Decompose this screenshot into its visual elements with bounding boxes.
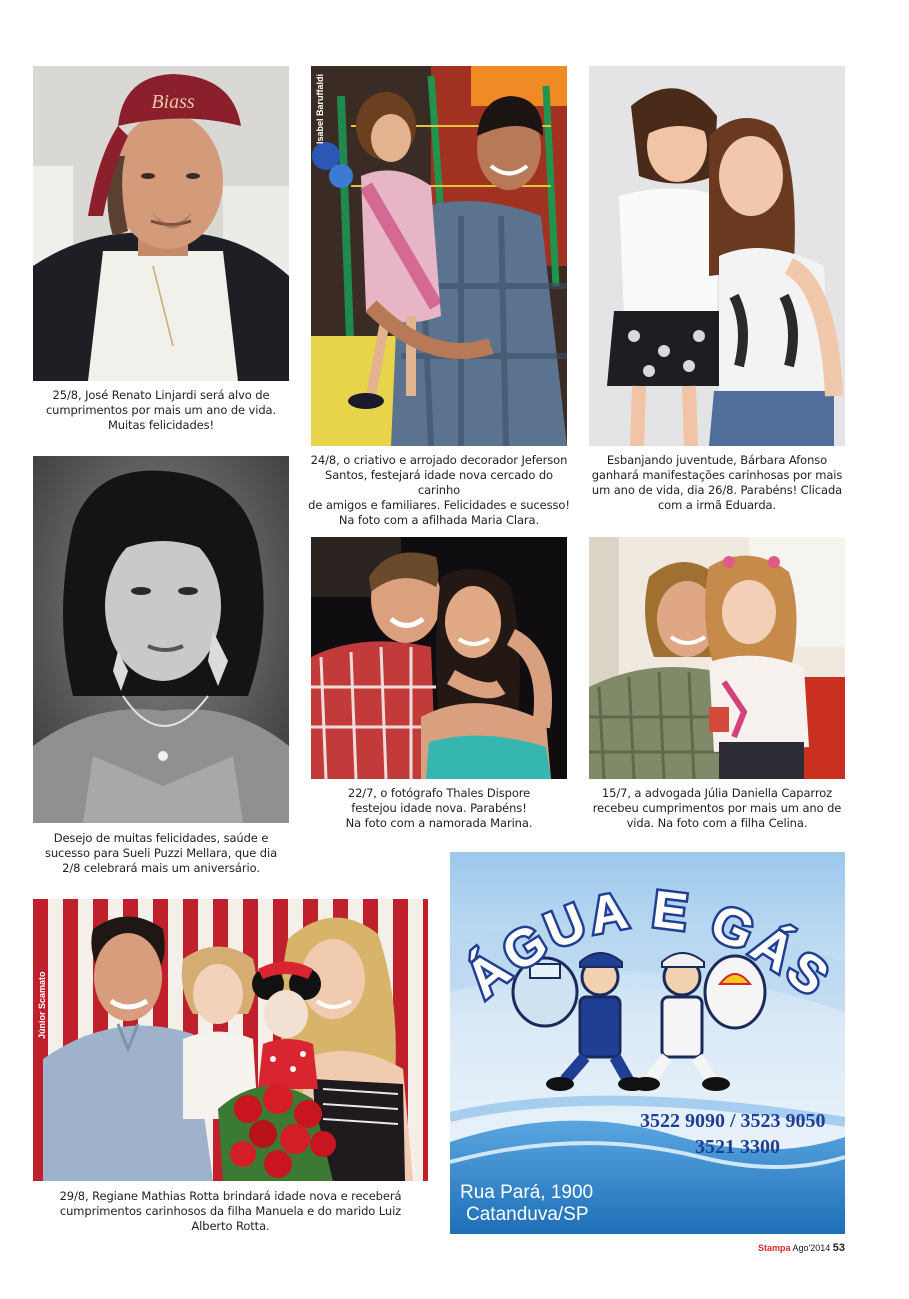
caption-line: um ano de vida, dia 26/8. Parabéns! Clicada (591, 483, 843, 497)
caption-jeferson (303, 453, 575, 528)
caption-thales (303, 786, 575, 831)
issue-date: Ago'2014 (792, 1243, 831, 1253)
photo-credit: Júnior Scamato (37, 971, 47, 1039)
ad-phone-2: 3521 3300 (695, 1136, 780, 1158)
caption-line: 2/8 celebrará mais um aniversário. (62, 861, 260, 875)
caption-barbara (581, 453, 853, 513)
caption-line: de amigos e familiares. Felicidades e sucesso! (308, 498, 570, 512)
page-footer (758, 1242, 845, 1254)
photo-jose-renato (33, 66, 289, 381)
caption-line: Alberto Rotta. (191, 1219, 270, 1233)
caption-regiane (33, 1189, 428, 1234)
caption-line: Desejo de muitas felicidades, saúde e (53, 831, 269, 845)
caption-line: recebeu cumprimentos por mais um ano de (592, 801, 842, 815)
caption-line: Na foto com a afilhada Maria Clara. (338, 513, 540, 527)
caption-line: Esbanjando juventude, Bárbara Afonso (606, 453, 828, 467)
caption-line: vida. Na foto com a filha Celina. (626, 816, 808, 830)
caption-line: 29/8, Regiane Mathias Rotta brindará idade nova e receberá (59, 1189, 402, 1203)
photo-regiane (33, 899, 428, 1181)
photo-barbara (589, 66, 845, 446)
caption-line: 25/8, José Renato Linjardi será alvo de (52, 388, 270, 402)
caption-sueli (33, 831, 289, 876)
photo-jeferson (311, 66, 567, 446)
ad-address (460, 1182, 593, 1226)
photo-sueli (33, 456, 289, 823)
ad-phone-1: 3522 9090 / 3523 9050 (640, 1110, 826, 1132)
photo-thales (311, 537, 567, 779)
caption-line: 24/8, o criativo e arrojado decorador Jeferson (310, 453, 568, 467)
caption-julia (581, 786, 853, 831)
ad-address-line: Catanduva/SP (466, 1204, 589, 1225)
caption-line: ganhará manifestações carinhosas por mais (591, 468, 843, 482)
caption-line: cumprimentos carinhosos da filha Manuela e do marido Luiz (59, 1204, 402, 1218)
caption-line: sucesso para Sueli Puzzi Mellara, que dia (44, 846, 278, 860)
advertisement-agua-e-gas (450, 852, 845, 1234)
caption-line: 22/7, o fotógrafo Thales Dispore (347, 786, 531, 800)
photo-credit: Isabel Baruffaldi (315, 73, 325, 144)
caption-line: 15/7, a advogada Júlia Daniella Caparroz (601, 786, 833, 800)
magazine-brand: Stampa (757, 1243, 791, 1253)
ad-headline (450, 852, 845, 1234)
caption-line: festejou idade nova. Parabéns! (351, 801, 527, 815)
cap-lettering: Biass (151, 91, 195, 113)
page-number: 53 (832, 1242, 845, 1254)
photo-julia (589, 537, 845, 779)
caption-line: cumprimentos por mais um ano de vida. (45, 403, 277, 417)
caption-jose-renato (33, 388, 289, 433)
caption-line: com a irmã Eduarda. (657, 498, 777, 512)
caption-line: Muitas felicidades! (107, 418, 215, 432)
ad-address-line: Rua Pará, 1900 (460, 1182, 594, 1203)
caption-line: Na foto com a namorada Marina. (345, 816, 533, 830)
svg-text:ÁGUA E GÁS: ÁGUA E GÁS (455, 880, 842, 1010)
caption-line: Santos, festejará idade nova cercado do carinho (325, 468, 553, 497)
